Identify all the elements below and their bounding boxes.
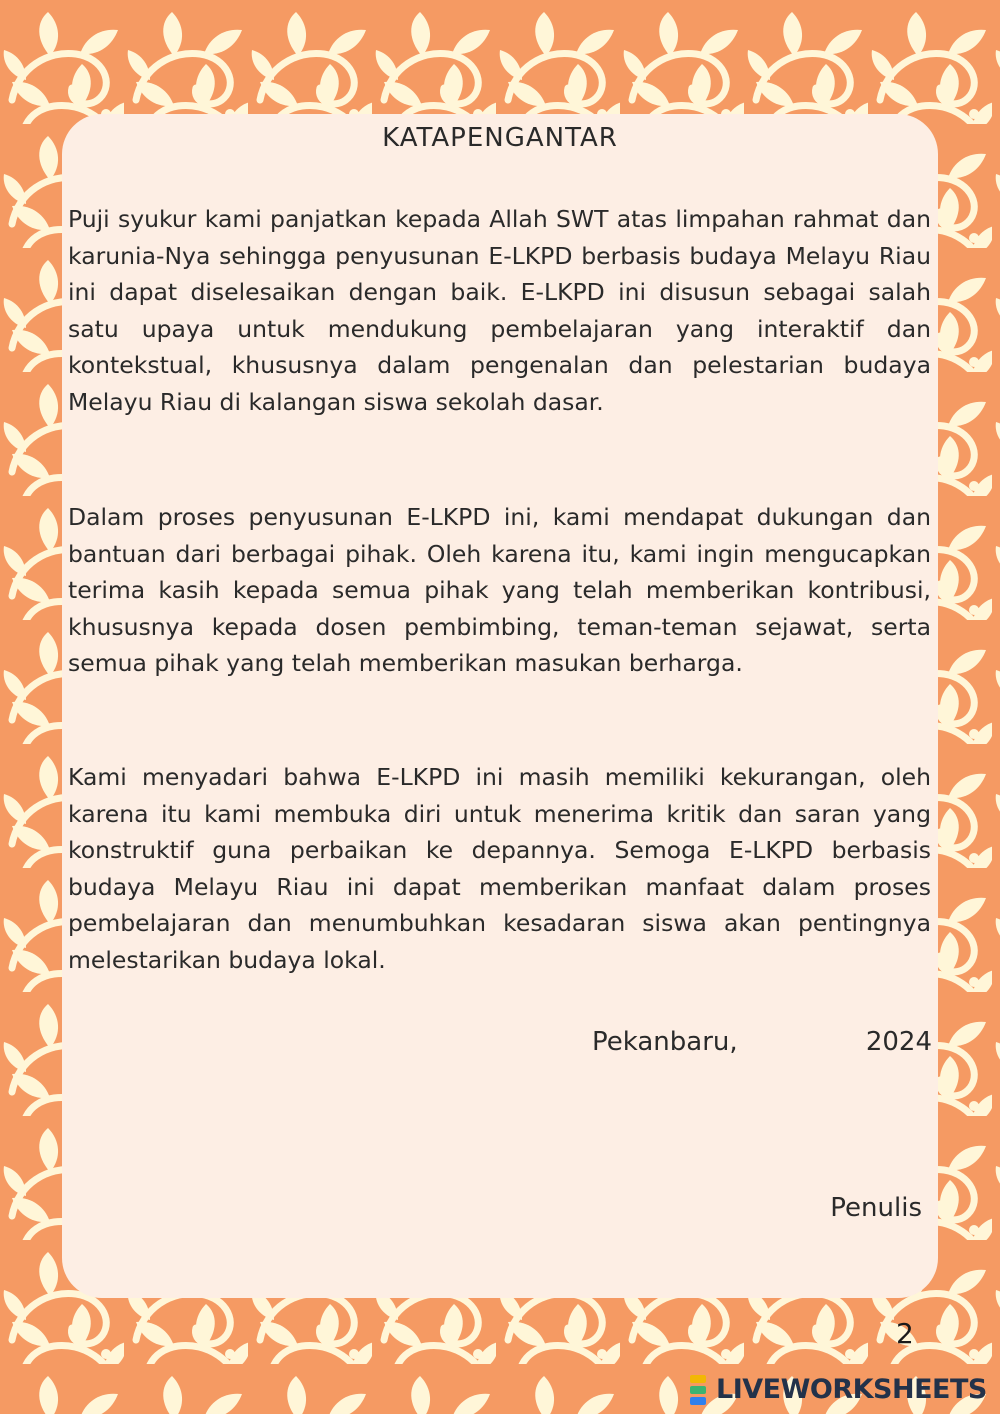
paragraph-3: Kami menyadari bahwa E-LKPD ini masih memiliki kekurangan, oleh karena itu kami membuka diri untuk menerima kritik dan saran yang konstruktif guna perbaikan ke depannya. Semoga E-LKPD berbasis budaya Melayu Riau ini dapat memberikan manfaat dalam proses pembelajaran dan menumbuhkan kesadaran siswa akan pentingnya melestarikan budaya lokal. [68, 763, 931, 974]
paragraph-1: Puji syukur kami panjatkan kepada Allah SWT atas limpahan rahmat dan karunia-Nya sehingga penyusunan E-LKPD berbasis budaya Melayu Riau ini dapat diselesaikan dengan baik. E-LKPD ini disusun sebagai salah satu upaya untuk mendukung pembelajaran yang interaktif dan kontekstual, khususnya dalam pengenalan dan pelestarian budaya Melayu Riau di kalangan siswa sekolah dasar. [68, 205, 931, 416]
liveworksheets-logo[interactable] [690, 1370, 987, 1410]
page-title: KATAPENGANTAR [382, 123, 618, 153]
paragraph-2: Dalam proses penyusunan E-LKPD ini, kami mendapat dukungan dan bantuan dari berbagai pihak. Oleh karena itu, kami ingin mengucapkan terima kasih kepada semua pihak yang telah memberikan kontribusi, khususnya kepada dosen pembimbing, teman-teman sejawat, serta semua pihak yang telah memberikan masukan berharga. [68, 503, 931, 678]
signature-city: Pekanbaru, [592, 1027, 738, 1057]
signature-year: 2024 [865, 1027, 932, 1057]
page-number: 2 [896, 1317, 914, 1350]
brand-name: LIVEWORKSHEETS [716, 1374, 987, 1405]
signature-author: Penulis [830, 1193, 922, 1223]
liveworksheets-mark-icon [690, 1375, 712, 1405]
